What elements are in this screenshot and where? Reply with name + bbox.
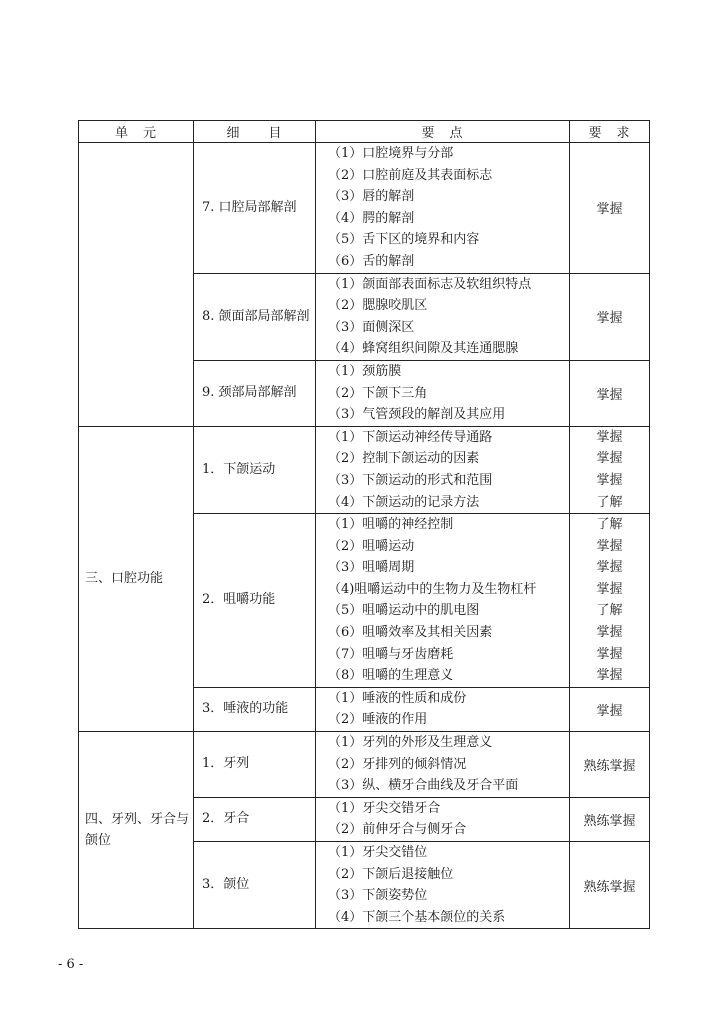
detail-cell: 2．咀嚼功能 bbox=[194, 514, 316, 688]
req-item: 掌握 bbox=[596, 668, 623, 684]
point-item: （2）控制下颌运动的因素 bbox=[328, 451, 480, 467]
point-item: （4)咀嚼运动中的生物力及生物杠杆 bbox=[328, 581, 537, 597]
req-cell: 熟练掌握 bbox=[570, 732, 650, 798]
point-item: （4）下颌三个基本颌位的关系 bbox=[328, 909, 506, 925]
req-cell: 掌握 bbox=[570, 360, 650, 426]
point-item: （1）下颌运动神经传导通路 bbox=[328, 429, 493, 445]
header-unit: 单 元 bbox=[79, 121, 194, 143]
point-item: （1）咀嚼的神经控制 bbox=[328, 517, 454, 533]
point-item: （2）下颌下三角 bbox=[328, 385, 428, 401]
point-item: （1）颈筋膜 bbox=[328, 363, 402, 379]
unit-cell bbox=[79, 143, 194, 427]
point-item: （1）口腔境界与分部 bbox=[328, 146, 454, 161]
req-item: 掌握 bbox=[596, 560, 623, 576]
point-item: （7）咀嚼与牙齿磨耗 bbox=[328, 646, 454, 662]
point-item: （1）颌面部表面标志及软组织特点 bbox=[328, 276, 532, 292]
points-cell bbox=[316, 687, 570, 731]
point-item: （3）下颌运动的形式和范围 bbox=[328, 472, 493, 488]
detail-cell: 8. 颌面部局部解剖 bbox=[194, 273, 316, 360]
header-row bbox=[79, 121, 650, 143]
req-cell: 熟练掌握 bbox=[570, 797, 650, 841]
point-item: （1）牙列的外形及生理意义 bbox=[328, 735, 493, 751]
point-item: （2）下颌后退接触位 bbox=[328, 866, 454, 882]
point-item: （1）牙尖交错位 bbox=[328, 845, 428, 860]
req-item: 掌握 bbox=[596, 581, 623, 597]
req-item: 掌握 bbox=[596, 472, 623, 488]
detail-cell: 7. 口腔局部解剖 bbox=[194, 143, 316, 274]
points-cell bbox=[316, 797, 570, 841]
point-item: （3）唇的解剖 bbox=[328, 189, 415, 205]
point-item: （8）咀嚼的生理意义 bbox=[328, 668, 454, 684]
detail-cell: 9. 颈部局部解剖 bbox=[194, 360, 316, 426]
point-item: （3）气管颈段的解剖及其应用 bbox=[328, 407, 506, 423]
point-item: （2）咀嚼运动 bbox=[328, 538, 415, 554]
table-row bbox=[79, 143, 650, 274]
unit-cell: 四、牙列、牙合与颌位 bbox=[79, 732, 194, 929]
req-item: 了解 bbox=[596, 517, 623, 533]
point-item: （3）咀嚼周期 bbox=[328, 560, 415, 576]
points-cell bbox=[316, 842, 570, 929]
req-item: 掌握 bbox=[596, 451, 623, 467]
points-cell bbox=[316, 426, 570, 513]
req-cell: 掌握 bbox=[570, 143, 650, 274]
req-item: 掌握 bbox=[596, 429, 623, 445]
unit-cell: 三、口腔功能 bbox=[79, 426, 194, 731]
req-cell bbox=[570, 426, 650, 513]
point-item: （3）纵、横牙合曲线及牙合平面 bbox=[328, 778, 519, 794]
req-item: 掌握 bbox=[596, 538, 623, 554]
point-item: （4）下颌运动的记录方法 bbox=[328, 494, 480, 510]
points-cell bbox=[316, 273, 570, 360]
points-cell bbox=[316, 360, 570, 426]
point-item: （5）舌下区的境界和内容 bbox=[328, 232, 480, 248]
point-item: （2）口腔前庭及其表面标志 bbox=[328, 167, 493, 183]
req-cell: 掌握 bbox=[570, 687, 650, 731]
header-detail: 细 目 bbox=[194, 121, 316, 143]
req-item: 掌握 bbox=[596, 625, 623, 641]
point-item: （6）舌的解剖 bbox=[328, 253, 415, 269]
req-item: 了解 bbox=[596, 494, 623, 510]
page-number: - 6 - bbox=[58, 957, 84, 972]
table-row bbox=[79, 732, 650, 798]
header-req: 要 求 bbox=[570, 121, 650, 143]
req-cell: 掌握 bbox=[570, 273, 650, 360]
table-row bbox=[79, 426, 650, 513]
syllabus-table bbox=[78, 120, 650, 929]
points-cell bbox=[316, 732, 570, 798]
point-item: （4）腭的解剖 bbox=[328, 210, 415, 226]
point-item: （5）咀嚼运动中的肌电图 bbox=[328, 603, 480, 619]
detail-cell: 1．牙列 bbox=[194, 732, 316, 798]
detail-cell: 2．牙合 bbox=[194, 797, 316, 841]
header-points: 要 点 bbox=[316, 121, 570, 143]
point-item: （2）牙排列的倾斜情况 bbox=[328, 756, 467, 772]
point-item: （3）下颌姿势位 bbox=[328, 888, 428, 904]
detail-cell: 3．唾液的功能 bbox=[194, 687, 316, 731]
points-cell bbox=[316, 514, 570, 688]
point-item: （2）腮腺咬肌区 bbox=[328, 298, 428, 314]
points-cell bbox=[316, 143, 570, 274]
point-item: （3）面侧深区 bbox=[328, 319, 415, 335]
detail-cell: 3．颌位 bbox=[194, 842, 316, 929]
point-item: （1）牙尖交错牙合 bbox=[328, 800, 441, 816]
detail-cell: 1．下颌运动 bbox=[194, 426, 316, 513]
req-cell bbox=[570, 514, 650, 688]
point-item: （2）唾液的作用 bbox=[328, 712, 428, 728]
req-item: 掌握 bbox=[596, 646, 623, 662]
point-item: （4）蜂窝组织间隙及其连通腮腺 bbox=[328, 341, 519, 357]
point-item: （2）前伸牙合与侧牙合 bbox=[328, 822, 467, 838]
req-item: 了解 bbox=[596, 603, 623, 619]
req-cell: 熟练掌握 bbox=[570, 842, 650, 929]
point-item: （1）唾液的性质和成份 bbox=[328, 690, 467, 706]
point-item: （6）咀嚼效率及其相关因素 bbox=[328, 625, 493, 641]
